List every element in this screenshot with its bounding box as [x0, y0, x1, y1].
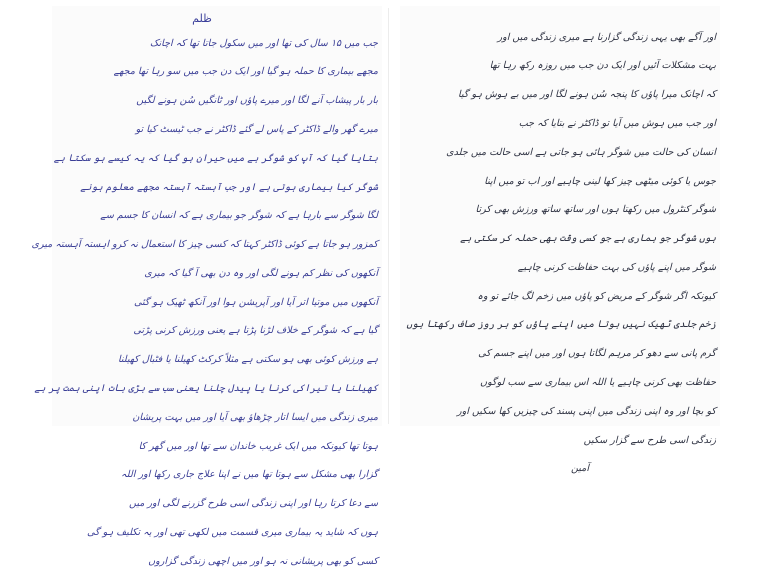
text-line: ہوں شوگر جو ہماری ہے جو کسی وقت بھی حملہ کر سکتی ہے [460, 233, 716, 245]
text-line: شوگر کنٹرول میں رکھتا ہوں اور ساتھ ساتھ ورزش بھی کرتا [475, 204, 716, 216]
text-line: جب میں ۱۵ سال کی تھا اور میں سکول جاتا تھا کہ اچانک [149, 37, 378, 49]
text-line: شوگر میں اپنے پاؤں کی بہت حفاظت کرنی چاہیے [517, 261, 716, 273]
text-line: کھیلنا یا تیراکی کرنا یا پیدل چلنا یعنی سب سے بڑی بات اپنی ہمت پر ہے [34, 382, 378, 394]
text-line: کمزور ہو جاتا ہے کوئی ڈاکٹر کہتا کہ کسی چیز کا استعمال نہ کرو اہستہ آہستہ میری [31, 239, 378, 251]
text-line: میری زندگی میں ایسا اتار چڑھاؤ بھی آیا اور میں بہت پریشان [132, 411, 378, 423]
left-page-text [31, 24, 378, 580]
text-line: زندگی اسی طرح سے گزار سکیں [583, 434, 716, 446]
text-line: گیا ہے کہ شوگر کے خلاف لڑنا پڑتا ہے یعنی ورزش کرنی پڑتی [133, 325, 378, 337]
text-line: شوگر کیا بیماری ہوتی ہے اور جب آہستہ آہستہ مجھے معلوم ہونے [80, 181, 378, 193]
text-line: گرم پانی سے دھو کر مرہم لگاتا ہوں اور میں اپنے جسم کی [478, 348, 716, 360]
text-line: اور آگے بھی یہی زندگی گزارنا ہے میری زندگی میں اور [497, 31, 716, 43]
right-page-text [404, 18, 716, 488]
text-line: گزارا بھی مشکل سے ہوتا تھا میں نے اپنا علاج جاری رکھا اور اللہ [121, 469, 378, 481]
text-line: کیونکہ اگر شوگر کے مریض کو پاؤں میں زخم لگ جائے تو وہ [477, 290, 716, 302]
left-page [31, 6, 382, 567]
text-line: مجھے بیماری کا حملہ ہو گیا اور ایک دن جب میں سو رہا تھا مجھے [113, 66, 378, 78]
text-line: لگا شوگر سے بارہا ہے کہ شوگر جو بیماری ہے کہ انسان کا جسم سے [100, 210, 378, 222]
text-line: بتایا گیا کہ آپ کو شوگر ہے میں حیران ہو گیا کہ یہ کیسے ہو سکتا ہے [53, 152, 378, 164]
page-title: ظلم [192, 12, 212, 25]
text-line: انسان کی حالت میں شوگر ہائی ہو جاتی ہے اسی حالت میں جلدی [446, 146, 716, 158]
text-line: زخم جلدی ٹھیک نہیں ہوتا میں اپنے پاؤں کو ہر روز صاف رکھتا ہوں [406, 319, 716, 331]
text-line: میرے گھر والے ڈاکٹر کے پاس لے گئے ڈاکٹر نے جب ٹیسٹ کیا تو [135, 123, 378, 135]
text-line: ہوں کہ شاید یہ بیماری میری قسمت میں لکھی تھی اور یہ تکلیف ہو گی [87, 526, 378, 538]
text-line: جوس یا کوئی میٹھی چیز کھا لینی چاہیے اور اب تو میں اپنا [484, 175, 716, 187]
text-line: ہے ورزش کوئی بھی ہو سکتی ہے مثلاً کرکٹ کھیلنا یا فٹبال کھیلنا [117, 354, 378, 366]
text-line: اور جب میں ہوش میں آیا تو ڈاکٹر نے بتایا کہ جب [518, 117, 716, 129]
text-line: ہوتا تھا کیونکہ میں ایک غریب خاندان سے تھا اور میں گھر کا [138, 440, 378, 452]
text-line: کسی کو بھی پریشانی نہ ہو اور میں اچھی زندگی گزاروں [148, 555, 378, 567]
text-line: آنکھوں کی نظر کم ہونے لگی اور وہ دن بھی آ گیا کہ میری [144, 267, 378, 279]
text-line: سے دعا کرتا رہا اور اپنی زندگی اسی طرح گزرنے لگی اور میں [129, 498, 378, 510]
text-line: بہت مشکلات آئیں اور ایک دن جب میں روزہ رکھ رہا تھا [489, 60, 716, 72]
right-page [400, 6, 720, 475]
text-line: آنکھوں میں موتیا اتر آیا اور آپریشن ہوا اور آنکھ ٹھیک ہو گئی [133, 296, 378, 308]
page-fold-divider [388, 8, 389, 424]
text-line: حفاظت بھی کرنی چاہیے یا اللہ اس بیماری سے سب لوگوں [480, 376, 716, 388]
closing-line: آمین [570, 463, 589, 475]
text-line: کہ اچانک میرا پاؤں کا پنجہ سُن ہونے لگا اور میں بے ہوش ہو گیا [458, 89, 716, 101]
text-line: بار بار پیشاب آنے لگا اور میرے پاؤں اور ٹانگیں سُن ہونے لگیں [136, 95, 378, 107]
text-line: کو بچا اور وہ اپنی زندگی میں اپنی پسند کی چیزیں کھا سکیں اور [456, 405, 716, 417]
